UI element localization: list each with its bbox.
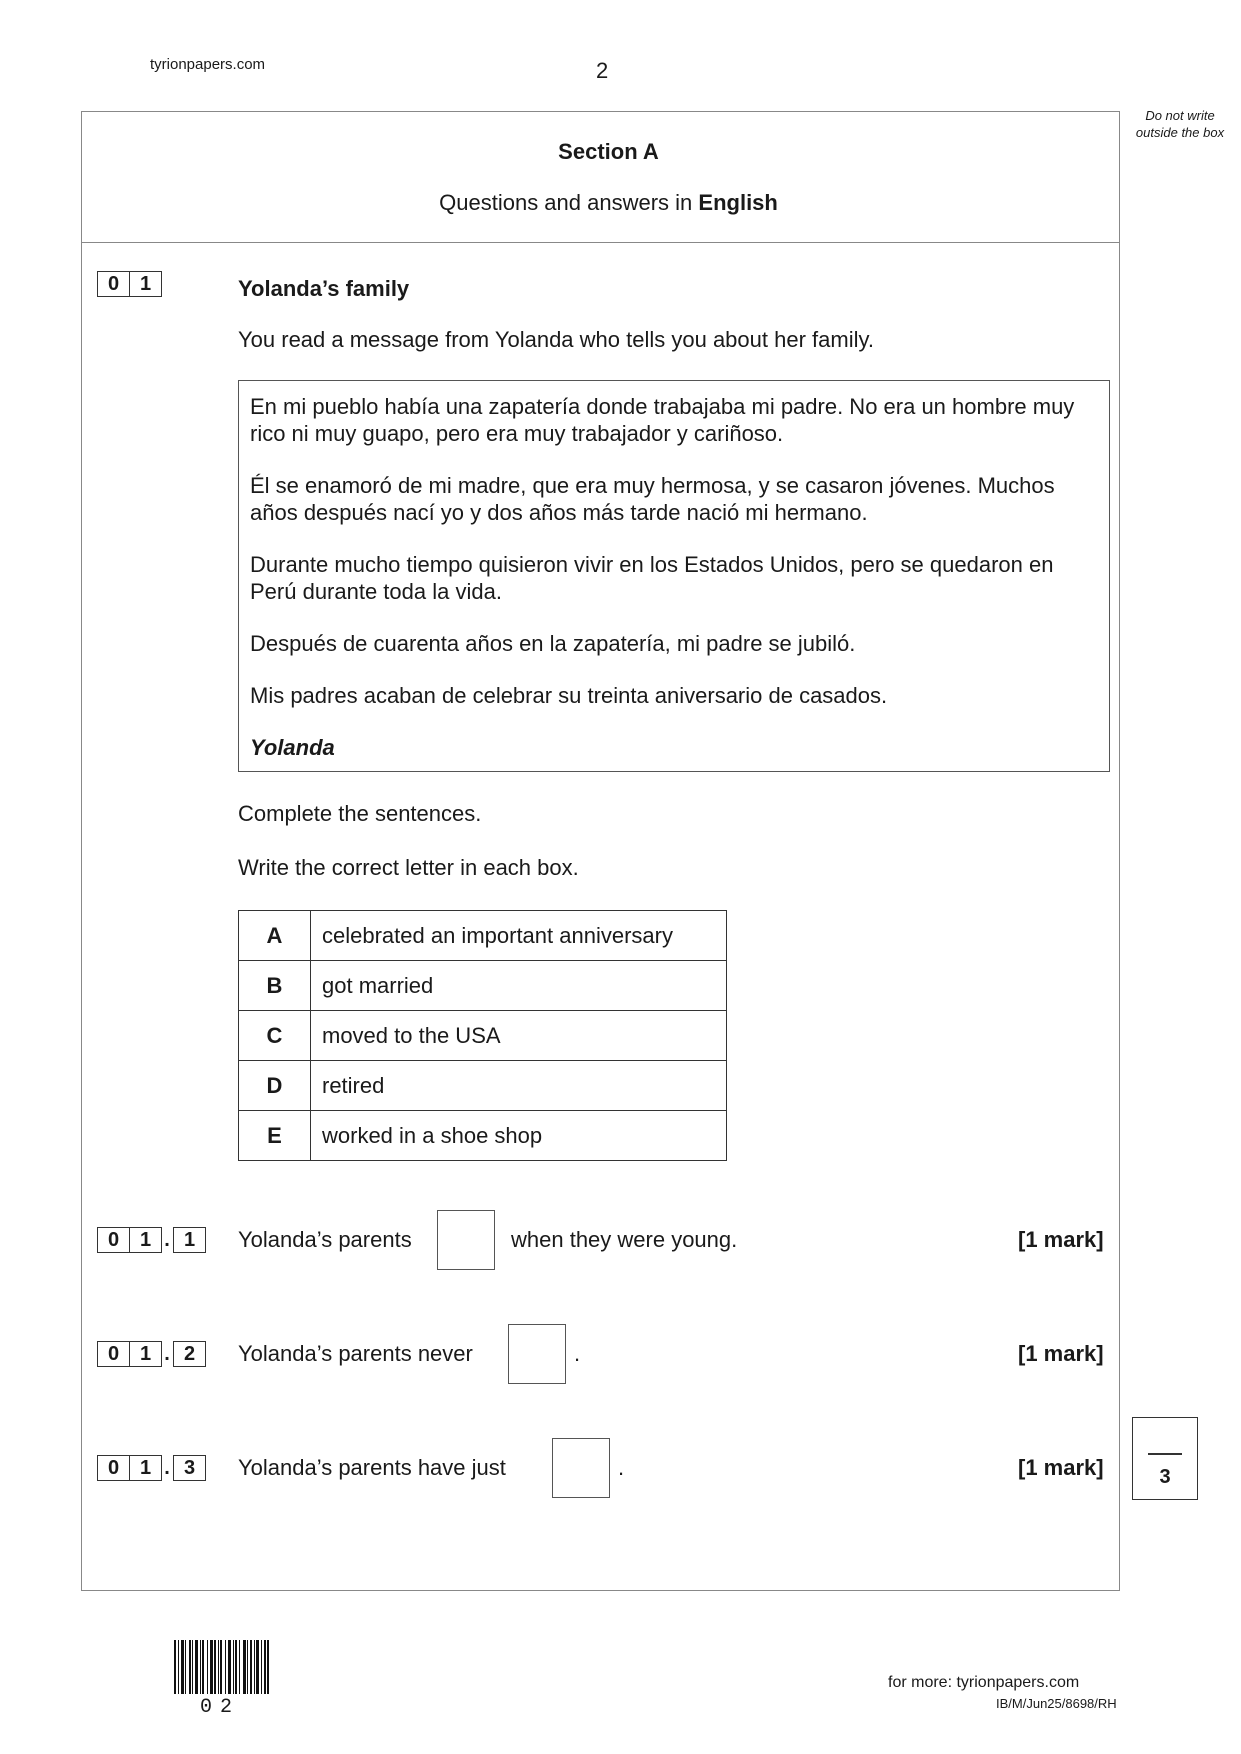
question-number-digit: 0 (97, 271, 130, 297)
message-box (238, 380, 1110, 772)
section-subtitle (81, 190, 1136, 216)
question-number-digit: 1 (129, 271, 162, 297)
page-number: 2 (596, 58, 609, 83)
option-letter: C (239, 1011, 311, 1061)
subquestion-digit: 1 (129, 1227, 162, 1253)
subquestion-digit: 1 (129, 1341, 162, 1367)
option-text: celebrated an important anniversary (311, 911, 727, 961)
option-row (239, 1061, 727, 1111)
barcode (174, 1640, 288, 1694)
message-paragraph: Mis padres acaban de celebrar su treinta aniversario de casados. (250, 683, 888, 708)
subquestion-text-before: Yolanda’s parents have just (238, 1455, 506, 1480)
option-row (239, 911, 727, 961)
option-row (239, 961, 727, 1011)
subquestion-digit: 0 (97, 1227, 130, 1253)
subquestion-text-after: when they were young. (511, 1227, 738, 1252)
subquestion-number (97, 1455, 205, 1481)
barcode-number: 02 (200, 1696, 241, 1719)
mark-allocation: [1 mark] (1018, 1341, 1104, 1366)
marks-total: 3 (1159, 1466, 1171, 1488)
option-letter: E (239, 1111, 311, 1161)
site-name: tyrionpapers.com (150, 56, 266, 73)
marks-total-line (1148, 1453, 1182, 1455)
subquestion-number (97, 1341, 205, 1367)
mark-allocation: [1 mark] (1018, 1455, 1104, 1480)
subtitle-language: English (698, 190, 778, 215)
footer-more: for more: tyrionpapers.com (888, 1674, 1080, 1691)
option-text: moved to the USA (311, 1011, 727, 1061)
question-title: Yolanda’s family (238, 276, 410, 301)
question-intro: You read a message from Yolanda who tells you about her family. (238, 327, 874, 352)
mark-allocation: [1 mark] (1018, 1227, 1104, 1252)
subquestion-digit: 2 (173, 1341, 206, 1367)
section-title: Section A (558, 139, 659, 164)
margin-note: Do not write outside the box (1135, 108, 1225, 140)
subquestion-text-before: Yolanda’s parents (238, 1227, 412, 1252)
message-paragraph: Él se enamoró de mi madre, que era muy hermosa, y se casaron jóvenes. Muchos años después nací yo y dos años más tarde nació mi hermano. (250, 473, 1055, 525)
subquestion-text-before: Yolanda’s parents never (238, 1341, 473, 1366)
subquestion-digit: 0 (97, 1455, 130, 1481)
subquestion-digit: 1 (129, 1455, 162, 1481)
option-row (239, 1011, 727, 1061)
option-row (239, 1111, 727, 1161)
answer-box-01-1[interactable] (437, 1210, 495, 1270)
question-number (97, 271, 161, 297)
option-letter: A (239, 911, 311, 961)
option-text: retired (311, 1061, 727, 1111)
message-paragraph: En mi pueblo había una zapatería donde trabajaba mi padre. No era un hombre muy rico ni muy guapo, pero era muy trabajador y cariñoso. (250, 394, 1075, 446)
subquestion-dot: . (164, 1343, 170, 1365)
option-text: worked in a shoe shop (311, 1111, 727, 1161)
subquestion-dot: . (164, 1457, 170, 1479)
subquestion-digit: 0 (97, 1341, 130, 1367)
option-letter: B (239, 961, 311, 1011)
option-text: got married (311, 961, 727, 1011)
footer-reference: IB/M/Jun25/8698/RH (996, 1696, 1117, 1711)
subquestion-dot: . (164, 1229, 170, 1251)
instruction-write-letter: Write the correct letter in each box. (238, 855, 579, 880)
message-paragraph: Durante mucho tiempo quisieron vivir en los Estados Unidos, pero se quedaron en Perú durante toda la vida. (250, 552, 1054, 604)
subquestion-text-after: . (574, 1341, 581, 1366)
subquestion-digit: 3 (173, 1455, 206, 1481)
answer-box-01-3[interactable] (552, 1438, 610, 1498)
instruction-complete: Complete the sentences. (238, 801, 482, 826)
section-divider (81, 242, 1120, 243)
message-paragraph: Después de cuarenta años en la zapatería, mi padre se jubiló. (250, 631, 856, 656)
options-table (238, 910, 727, 1161)
option-letter: D (239, 1061, 311, 1111)
subquestion-text-after: . (618, 1455, 625, 1480)
answer-box-01-2[interactable] (508, 1324, 566, 1384)
subquestion-number (97, 1227, 205, 1253)
subquestion-digit: 1 (173, 1227, 206, 1253)
subtitle-text: Questions and answers in (439, 190, 699, 215)
message-signature: Yolanda (250, 735, 335, 760)
